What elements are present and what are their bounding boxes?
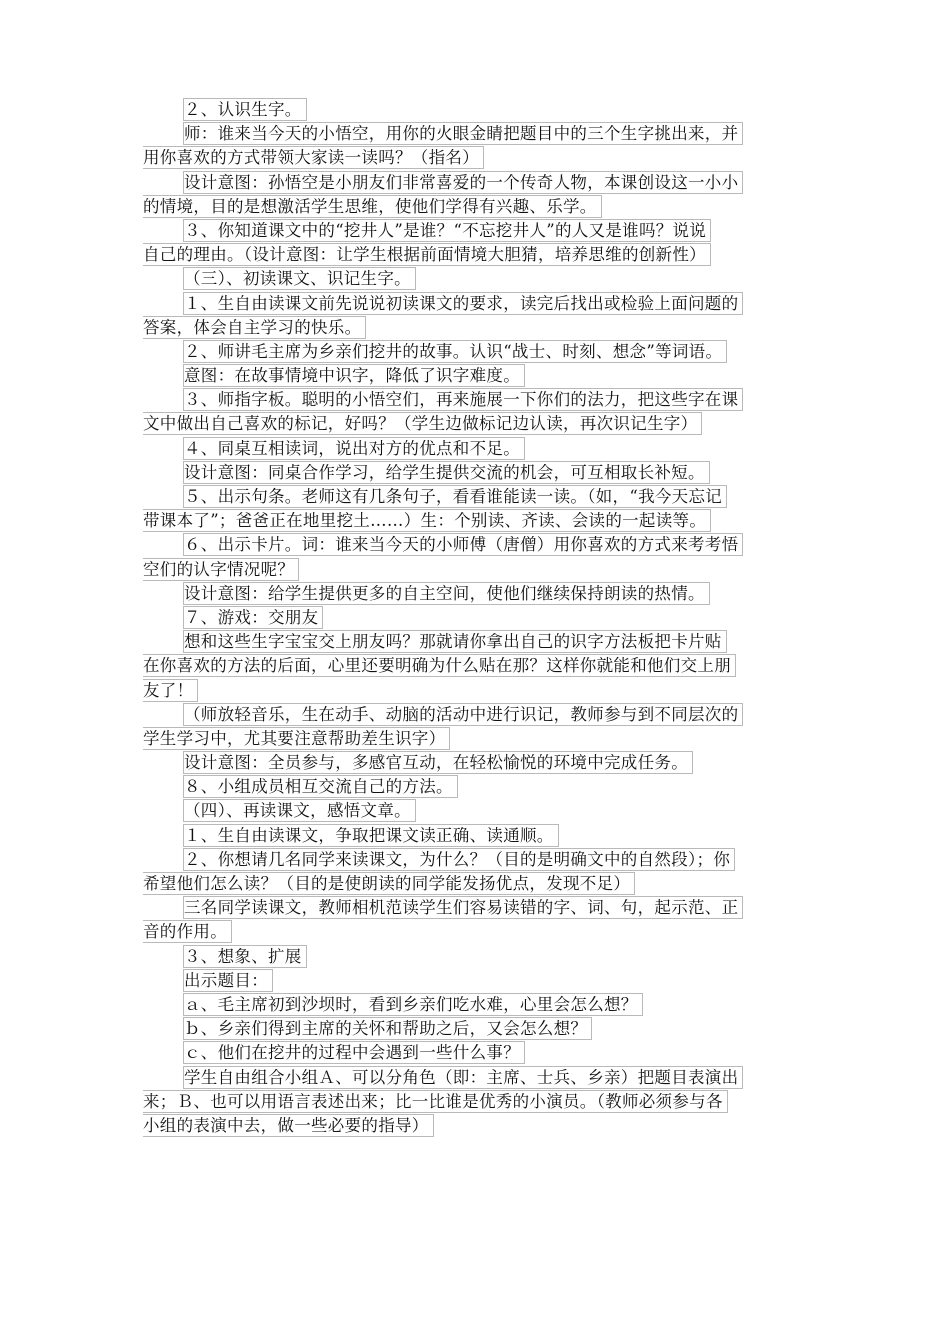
paragraph-p27: [143, 1016, 811, 1040]
text-line: [143, 339, 811, 363]
text-line: [143, 266, 811, 290]
text-line: [143, 1113, 811, 1137]
text-line: [143, 1065, 811, 1089]
line-text: ２、师讲毛主席为乡亲们挖井的故事。认识“战士、时刻、想念”等词语。: [183, 340, 727, 363]
text-line: [143, 97, 811, 121]
line-text: ｂ、乡亲们得到主席的关怀和帮助之后，又会怎么想？: [183, 1017, 592, 1040]
line-text: ４、同桌互相读词，说出对方的优点和不足。: [183, 437, 525, 460]
paragraph-p26: [143, 992, 811, 1016]
text-line: [143, 678, 811, 702]
line-text: 小组的表演中去，做一些必要的指导）: [143, 1114, 434, 1137]
paragraph-p21: [143, 823, 811, 847]
paragraph-p1: [143, 97, 811, 121]
paragraph-p4: [143, 218, 811, 266]
paragraph-p9: [143, 387, 811, 435]
paragraph-p8: [143, 363, 811, 387]
paragraph-p29: [143, 1065, 811, 1138]
text-line: [143, 363, 811, 387]
paragraph-p14: [143, 581, 811, 605]
text-line: [143, 460, 811, 484]
paragraph-p2: [143, 121, 811, 169]
text-line: [143, 484, 811, 508]
line-text: 的情境，目的是想激活学生思维，使他们学得有兴趣、乐学。: [143, 195, 602, 218]
line-text: ３、想象、扩展: [183, 945, 307, 968]
paragraph-p12: [143, 484, 811, 532]
text-line: [143, 145, 811, 169]
text-line: [143, 629, 811, 653]
text-line: [143, 919, 811, 943]
paragraph-p6: [143, 291, 811, 339]
line-text: ２、你想请几名同学来读课文，为什么？（目的是明确文中的自然段）；你: [183, 848, 735, 871]
text-line: [143, 944, 811, 968]
text-line: [143, 242, 811, 266]
line-text: ｃ、他们在挖井的过程中会遇到一些什么事？: [183, 1041, 525, 1064]
line-text: 希望他们怎么读？（目的是使朗读的同学能发扬优点，发现不足）: [143, 872, 635, 895]
line-text: ３、师指字板。聪明的小悟空们，再来施展一下你们的法力，把这些字在课: [183, 388, 743, 411]
line-text: １、生自由读课文，争取把课文读正确、读通顺。: [183, 824, 559, 847]
text-line: [143, 750, 811, 774]
line-text: 设计意图：同桌合作学习，给学生提供交流的机会，可互相取长补短。: [183, 461, 710, 484]
line-text: 答案，体会自主学习的快乐。: [143, 316, 366, 339]
paragraph-p15: [143, 605, 811, 629]
line-text: 音的作用。: [143, 920, 232, 943]
line-text: ２、认识生字。: [183, 98, 307, 121]
line-text: （师放轻音乐，生在动手、动脑的活动中进行识记，教师参与到不同层次的: [183, 703, 743, 726]
text-line: [143, 1040, 811, 1064]
text-line: [143, 121, 811, 145]
paragraph-p28: [143, 1040, 811, 1064]
line-text: 学生学习中，尤其要注意帮助差生识字）: [143, 727, 450, 750]
text-line: [143, 1089, 811, 1113]
text-line: [143, 702, 811, 726]
paragraph-p16: [143, 629, 811, 702]
line-text: ３、你知道课文中的“挖井人”是谁？“不忘挖井人”的人又是谁吗？说说: [183, 219, 711, 242]
paragraph-p24: [143, 944, 811, 968]
line-text: 来；Ｂ、也可以用语言表述出来；比一比谁是优秀的小演员。（教师必须参与各: [143, 1090, 728, 1113]
paragraph-p22: [143, 847, 811, 895]
line-text: 设计意图：全员参与，多感官互动，在轻松愉悦的环境中完成任务。: [183, 751, 693, 774]
line-text: ５、出示句条。老师这有几条句子，看看谁能读一读。（如，“我今天忘记: [183, 485, 727, 508]
line-text: ａ、毛主席初到沙坝时，看到乡亲们吃水难，心里会怎么想？: [183, 993, 643, 1016]
text-line: [143, 291, 811, 315]
text-line: [143, 847, 811, 871]
line-text: 出示题目：: [183, 969, 273, 992]
line-text: ６、出示卡片。词：谁来当今天的小师傅（唐僧）用你喜欢的方式来考考悟: [183, 533, 743, 556]
text-line: [143, 194, 811, 218]
paragraph-p10: [143, 436, 811, 460]
text-line: [143, 557, 811, 581]
line-text: 三名同学读课文，教师相机范读学生们容易读错的字、词、句，起示范、正: [183, 896, 743, 919]
line-text: ７、游戏：交朋友: [183, 606, 323, 629]
text-line: [143, 532, 811, 556]
paragraph-p19: [143, 774, 811, 798]
text-line: [143, 387, 811, 411]
text-line: [143, 992, 811, 1016]
text-line: [143, 436, 811, 460]
line-text: 学生自由组合小组Ａ、可以分角色（即：主席、士兵、乡亲）把题目表演出: [183, 1066, 743, 1089]
line-text: 设计意图：孙悟空是小朋友们非常喜爱的一个传奇人物，本课创设这一小小: [183, 171, 743, 194]
line-text: １、生自由读课文前先说说初读课文的要求，读完后找出或检验上面问题的: [183, 292, 743, 315]
line-text: 师：谁来当今天的小悟空，用你的火眼金睛把题目中的三个生字挑出来，并: [183, 122, 743, 145]
text-line: [143, 823, 811, 847]
line-text: 设计意图：给学生提供更多的自主空间，使他们继续保持朗读的热情。: [183, 582, 710, 605]
paragraph-p7: [143, 339, 811, 363]
line-text: 友了！: [143, 679, 198, 702]
paragraph-p18: [143, 750, 811, 774]
line-text: 在你喜欢的方法的后面，心里还要明确为什么贴在那？这样你就能和他们交上朋: [143, 654, 736, 677]
line-text: 想和这些生字宝宝交上朋友吗？那就请你拿出自己的识字方法板把卡片贴: [183, 630, 727, 653]
line-text: 空们的认字情况呢？: [143, 558, 299, 581]
text-line: [143, 871, 811, 895]
paragraph-p3: [143, 170, 811, 218]
text-line: [143, 968, 811, 992]
paragraph-p20: [143, 798, 811, 822]
line-text: （四）、再读课文，感悟文章。: [183, 799, 416, 822]
paragraph-p5: [143, 266, 811, 290]
paragraph-p23: [143, 895, 811, 943]
text-line: [143, 411, 811, 435]
line-text: 带课本了”；爸爸正在地里挖土……）生：个别读、齐读、会读的一起读等。: [143, 509, 711, 532]
text-line: [143, 508, 811, 532]
paragraph-p25: [143, 968, 811, 992]
line-text: 用你喜欢的方式带领大家读一读吗？（指名）: [143, 146, 484, 169]
line-text: ８、小组成员相互交流自己的方法。: [183, 775, 458, 798]
text-line: [143, 218, 811, 242]
text-line: [143, 774, 811, 798]
text-line: [143, 605, 811, 629]
text-line: [143, 170, 811, 194]
document-body: [143, 97, 811, 1137]
line-text: （三）、初读课文、识记生字。: [183, 267, 416, 290]
text-line: [143, 581, 811, 605]
line-text: 文中做出自己喜欢的标记，好吗？（学生边做标记边认读，再次识记生字）: [143, 412, 702, 435]
text-line: [143, 653, 811, 677]
line-text: 意图：在故事情境中识字，降低了识字难度。: [183, 364, 525, 387]
text-line: [143, 315, 811, 339]
line-text: 自己的理由。（设计意图：让学生根据前面情境大胆猜，培养思维的创新性）: [143, 243, 711, 266]
text-line: [143, 798, 811, 822]
text-line: [143, 726, 811, 750]
paragraph-p13: [143, 532, 811, 580]
paragraph-p17: [143, 702, 811, 750]
paragraph-p11: [143, 460, 811, 484]
text-line: [143, 895, 811, 919]
text-line: [143, 1016, 811, 1040]
